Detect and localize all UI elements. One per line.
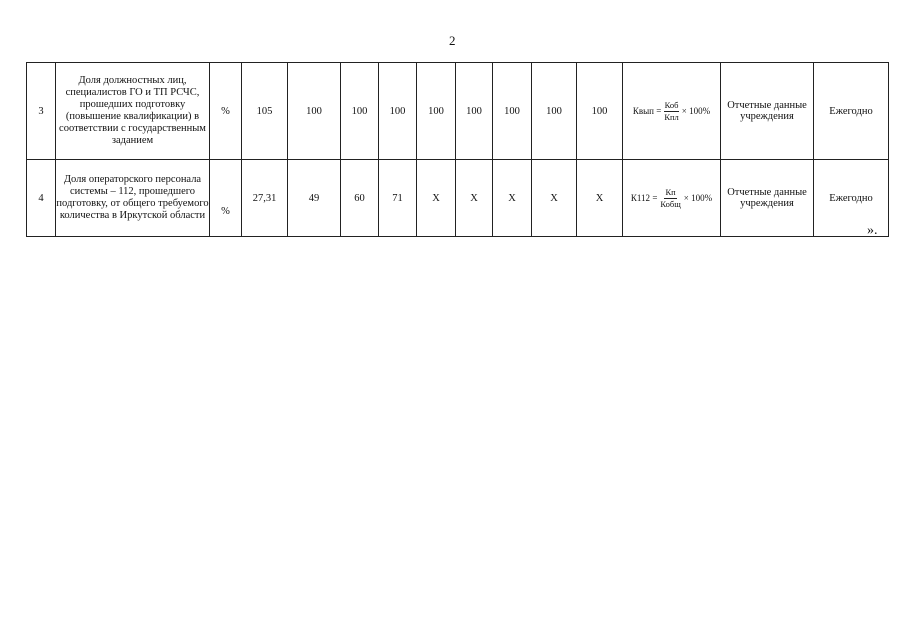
value-cell: 100 [288,63,341,160]
indicator-name: Доля операторского персонала системы – 112, прошедшего подготовку, от общего требуемого количества в Иркутской области [56,160,210,237]
formula-rhs: × 100% [683,193,713,203]
value-cell: Х [532,160,577,237]
value-cell: 100 [417,63,456,160]
value-cell: Х [456,160,493,237]
formula-denominator: Кобщ [660,198,681,209]
formula-numerator: Коб [664,99,679,110]
table-row [27,160,889,237]
formula-fraction [659,187,681,210]
row-number: 4 [27,160,56,237]
indicator-name: Доля должностных лиц, специалистов ГО и ТП РСЧС, прошедших подготовку (повышение квалификации) в соответствии с государственным заданием [56,63,210,160]
formula-numerator: Кп [665,186,676,197]
value-cell: 100 [341,63,379,160]
value-cell: 100 [577,63,623,160]
formula-denominator: Кпл [664,111,679,122]
table-row [27,63,889,160]
formula-cell [623,63,721,160]
value-cell: 27,31 [242,160,288,237]
source-cell: Отчетные данные учреждения [721,63,814,160]
value-cell: Х [493,160,532,237]
value-cell: 100 [532,63,577,160]
formula-cell [623,160,721,237]
period-cell: Ежегодно [814,63,889,160]
formula-eq: = [656,106,662,116]
closing-quote: ». [867,223,878,238]
row-number: 3 [27,63,56,160]
formula [633,100,710,123]
value-cell: 49 [288,160,341,237]
value-cell: 100 [493,63,532,160]
value-cell: 105 [242,63,288,160]
formula-fraction [663,100,679,123]
formula-lhs: К112 [630,193,651,203]
formula-lhs: Квып [632,106,654,116]
value-cell: Х [577,160,623,237]
formula-rhs: × 100% [681,106,711,116]
unit-cell: % [210,160,242,237]
formula-eq: = [652,193,658,203]
value-cell: 100 [456,63,493,160]
unit-cell: % [210,63,242,160]
value-cell: 60 [341,160,379,237]
value-cell: 71 [379,160,417,237]
period-cell: Ежегодно [814,160,889,237]
formula [631,187,712,210]
indicators-table [26,62,889,237]
value-cell: Х [417,160,456,237]
value-cell: 100 [379,63,417,160]
source-cell: Отчетные данные учреждения [721,160,814,237]
page-number: 2 [449,33,456,48]
